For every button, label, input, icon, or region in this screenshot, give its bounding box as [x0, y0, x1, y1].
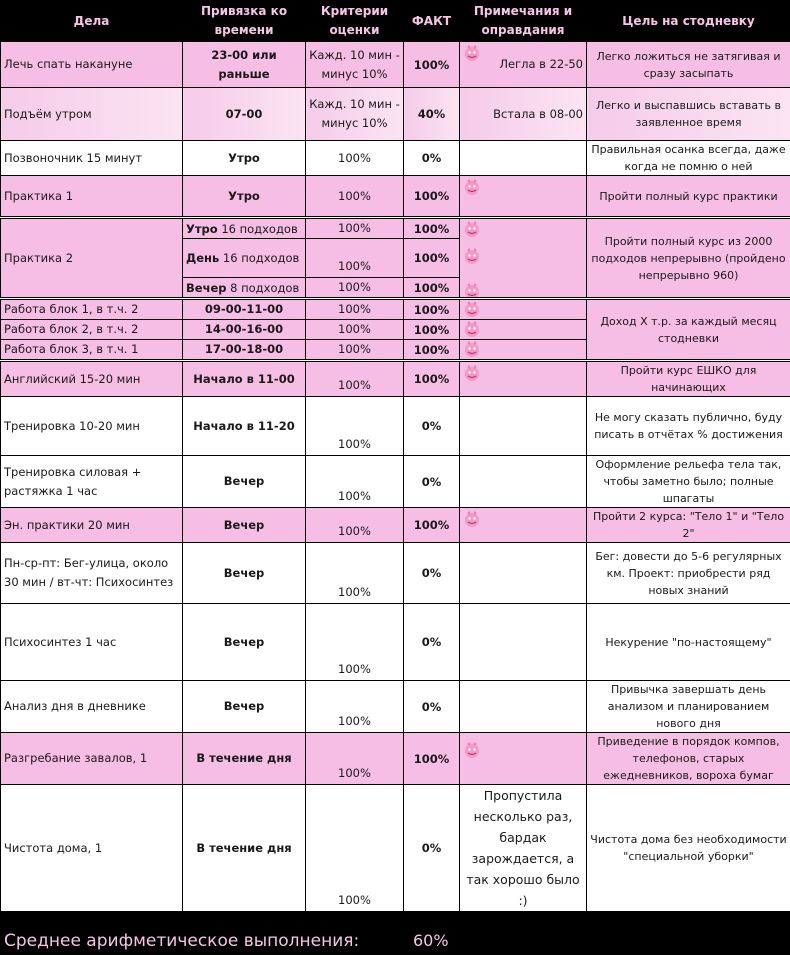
task-goal: Легко ложиться не затягивая и сразу засыпать	[587, 42, 790, 88]
task-note	[460, 604, 587, 681]
task-name: Работа блок 3, в т.ч. 1	[1, 340, 183, 361]
task-name: Английский 15-20 мин	[1, 361, 183, 397]
time-rest: 16 подходов	[218, 222, 298, 236]
task-note	[460, 42, 587, 88]
average-value: 60%	[413, 931, 449, 950]
task-note	[460, 218, 587, 299]
table-row	[1, 361, 790, 397]
task-goal: Пройти полный курс из 2000 подходов непрерывно (пройдено непрерывно 960)	[587, 218, 790, 299]
task-goal: Легко и выспавшись вставать в заявленное время	[587, 88, 790, 141]
task-time: Вечер	[183, 681, 306, 733]
task-time: Вечер	[183, 456, 306, 508]
table-row	[1, 42, 790, 88]
table-row	[1, 397, 790, 456]
table-row	[1, 141, 790, 176]
time-bold: День	[186, 251, 219, 265]
task-note: Встала в 08-00	[460, 88, 587, 141]
task-fact: 0%	[404, 397, 460, 456]
task-criteria: Кажд. 10 мин - минус 10%	[306, 42, 404, 88]
task-time: 23-00 или раньше	[183, 42, 306, 88]
pig-smiley-icon	[462, 740, 482, 758]
header-time: Привязка ко времени	[183, 1, 306, 42]
task-criteria: 100%	[306, 218, 404, 239]
task-criteria: 100%	[306, 508, 404, 543]
task-goal: Пройти курс ЕШКО для начинающих	[587, 361, 790, 397]
task-goal: Привычка завершать день анализом и планированием нового дня	[587, 681, 790, 733]
pig-smiley-icon	[462, 363, 482, 381]
header-fact: ФАКТ	[404, 1, 460, 42]
task-goal: Некурение "по-настоящему"	[587, 604, 790, 681]
task-criteria: 100%	[306, 340, 404, 361]
task-fact: 100%	[404, 299, 460, 320]
task-time: В течение дня	[183, 733, 306, 785]
task-name: Практика 2	[1, 218, 183, 299]
task-time: Вечер	[183, 508, 306, 543]
task-fact: 100%	[404, 361, 460, 397]
task-fact: 0%	[404, 785, 460, 912]
task-goal: Правильная осанка всегда, даже когда не помню о ней	[587, 141, 790, 176]
task-time: Вечер	[183, 543, 306, 604]
task-fact: 0%	[404, 543, 460, 604]
task-time: Утро	[183, 141, 306, 176]
task-criteria: 100%	[306, 361, 404, 397]
task-goal: Бег: довести до 5-6 регулярных км. Проект: приобрести ряд новых знаний	[587, 543, 790, 604]
task-note	[460, 320, 587, 340]
task-note	[460, 543, 587, 604]
task-criteria: Кажд. 10 мин - минус 10%	[306, 88, 404, 141]
header-criteria: Критерии оценки	[306, 1, 404, 42]
task-criteria: 100%	[306, 141, 404, 176]
average-label: Среднее арифметическое выполнения:	[4, 931, 359, 951]
task-note	[460, 508, 587, 543]
table-row	[1, 299, 790, 320]
pig-smiley-icon	[462, 219, 482, 237]
average-footer	[0, 912, 790, 955]
task-goal: Чистота дома без необходимости "специальной уборки"	[587, 785, 790, 912]
time-rest: 8 подходов	[227, 281, 300, 295]
task-criteria: 100%	[306, 456, 404, 508]
task-criteria: 100%	[306, 785, 404, 912]
task-criteria: 100%	[306, 543, 404, 604]
task-goal: Не могу сказать публично, буду писать в отчётах % достижения	[587, 397, 790, 456]
task-criteria: 100%	[306, 299, 404, 320]
pig-smiley-icon	[462, 43, 482, 61]
task-name: Чистота дома, 1	[1, 785, 183, 912]
task-time: В течение дня	[183, 785, 306, 912]
task-time: Утро	[183, 176, 306, 218]
task-name: Разгребание завалов, 1	[1, 733, 183, 785]
task-time: 09-00-11-00	[183, 299, 306, 320]
task-time	[183, 239, 306, 278]
task-time: Начало в 11-20	[183, 397, 306, 456]
task-note	[460, 456, 587, 508]
task-time	[183, 218, 306, 239]
pig-smiley-icon	[462, 299, 482, 317]
task-name: Работа блок 1, в т.ч. 2	[1, 299, 183, 320]
task-goal: Доход Х т.р. за каждый месяц стодневки	[587, 299, 790, 361]
table-row	[1, 543, 790, 604]
task-note	[460, 176, 587, 218]
task-time: 14-00-16-00	[183, 320, 306, 340]
task-fact: 100%	[404, 42, 460, 88]
task-name: Позвоночник 15 минут	[1, 141, 183, 176]
task-time	[183, 278, 306, 299]
table-row	[1, 604, 790, 681]
task-name: Практика 1	[1, 176, 183, 218]
task-criteria: 100%	[306, 733, 404, 785]
table-row	[1, 218, 790, 239]
task-name: Тренировка 10-20 мин	[1, 397, 183, 456]
task-name: Психосинтез 1 час	[1, 604, 183, 681]
header-tasks: Дела	[1, 1, 183, 42]
task-goal: Оформление рельефа тела так, чтобы заметно было; полные шпагаты	[587, 456, 790, 508]
task-goal: Приведение в порядок компов, телефонов, старых ежедневников, вороха бумаг	[587, 733, 790, 785]
task-name: Лечь спать накануне	[1, 42, 183, 88]
table-row	[1, 681, 790, 733]
task-note	[460, 299, 587, 320]
task-note	[460, 733, 587, 785]
pig-smiley-icon	[462, 340, 482, 358]
pig-smiley-icon	[462, 509, 482, 527]
task-fact: 100%	[404, 320, 460, 340]
task-note	[460, 340, 587, 361]
task-criteria: 100%	[306, 320, 404, 340]
header-row	[1, 1, 790, 42]
task-name: Подъём утром	[1, 88, 183, 141]
note-text: Легла в 22-50	[499, 57, 583, 71]
task-fact: 100%	[404, 340, 460, 361]
task-note: Пропустила несколько раз, бардак зарождается, а так хорошо было :)	[460, 785, 587, 912]
pig-smiley-icon	[462, 246, 482, 264]
task-name: Анализ дня в дневнике	[1, 681, 183, 733]
task-fact: 100%	[404, 239, 460, 278]
time-rest: 16 подходов	[219, 251, 299, 265]
pig-smiley-icon	[462, 281, 482, 299]
pig-smiley-icon	[462, 177, 482, 195]
task-fact: 0%	[404, 604, 460, 681]
task-criteria: 100%	[306, 397, 404, 456]
task-note	[460, 681, 587, 733]
table-row	[1, 88, 790, 141]
task-name: Работа блок 2, в т.ч. 2	[1, 320, 183, 340]
header-notes: Примечания и оправдания	[460, 1, 587, 42]
task-fact: 100%	[404, 176, 460, 218]
task-criteria: 100%	[306, 176, 404, 218]
task-name: Пн-ср-пт: Бег-улица, около 30 мин / вт-чт: Психосинтез	[1, 543, 183, 604]
task-fact: 100%	[404, 508, 460, 543]
time-bold: Утро	[186, 222, 218, 236]
task-time: 17-00-18-00	[183, 340, 306, 361]
task-criteria: 100%	[306, 681, 404, 733]
task-fact: 0%	[404, 456, 460, 508]
task-time: Вечер	[183, 604, 306, 681]
task-time: 07-00	[183, 88, 306, 141]
table-row	[1, 785, 790, 912]
task-criteria: 100%	[306, 604, 404, 681]
task-fact: 0%	[404, 681, 460, 733]
task-name: Тренировка силовая + растяжка 1 час	[1, 456, 183, 508]
task-fact: 0%	[404, 141, 460, 176]
header-goal: Цель на стодневку	[587, 1, 790, 42]
task-goal: Пройти 2 курса: "Тело 1" и "Тело 2"	[587, 508, 790, 543]
task-note	[460, 141, 587, 176]
task-criteria: 100%	[306, 278, 404, 299]
task-fact: 100%	[404, 733, 460, 785]
task-time: Начало в 11-00	[183, 361, 306, 397]
task-fact: 100%	[404, 218, 460, 239]
task-note	[460, 397, 587, 456]
task-note	[460, 361, 587, 397]
table-row	[1, 733, 790, 785]
time-bold: Вечер	[186, 281, 227, 295]
task-criteria: 100%	[306, 239, 404, 278]
task-name: Эн. практики 20 мин	[1, 508, 183, 543]
table-row	[1, 508, 790, 543]
task-fact: 40%	[404, 88, 460, 141]
task-fact: 100%	[404, 278, 460, 299]
pig-smiley-icon	[462, 320, 482, 338]
task-goal: Пройти полный курс практики	[587, 176, 790, 218]
table-row	[1, 176, 790, 218]
table-row	[1, 456, 790, 508]
